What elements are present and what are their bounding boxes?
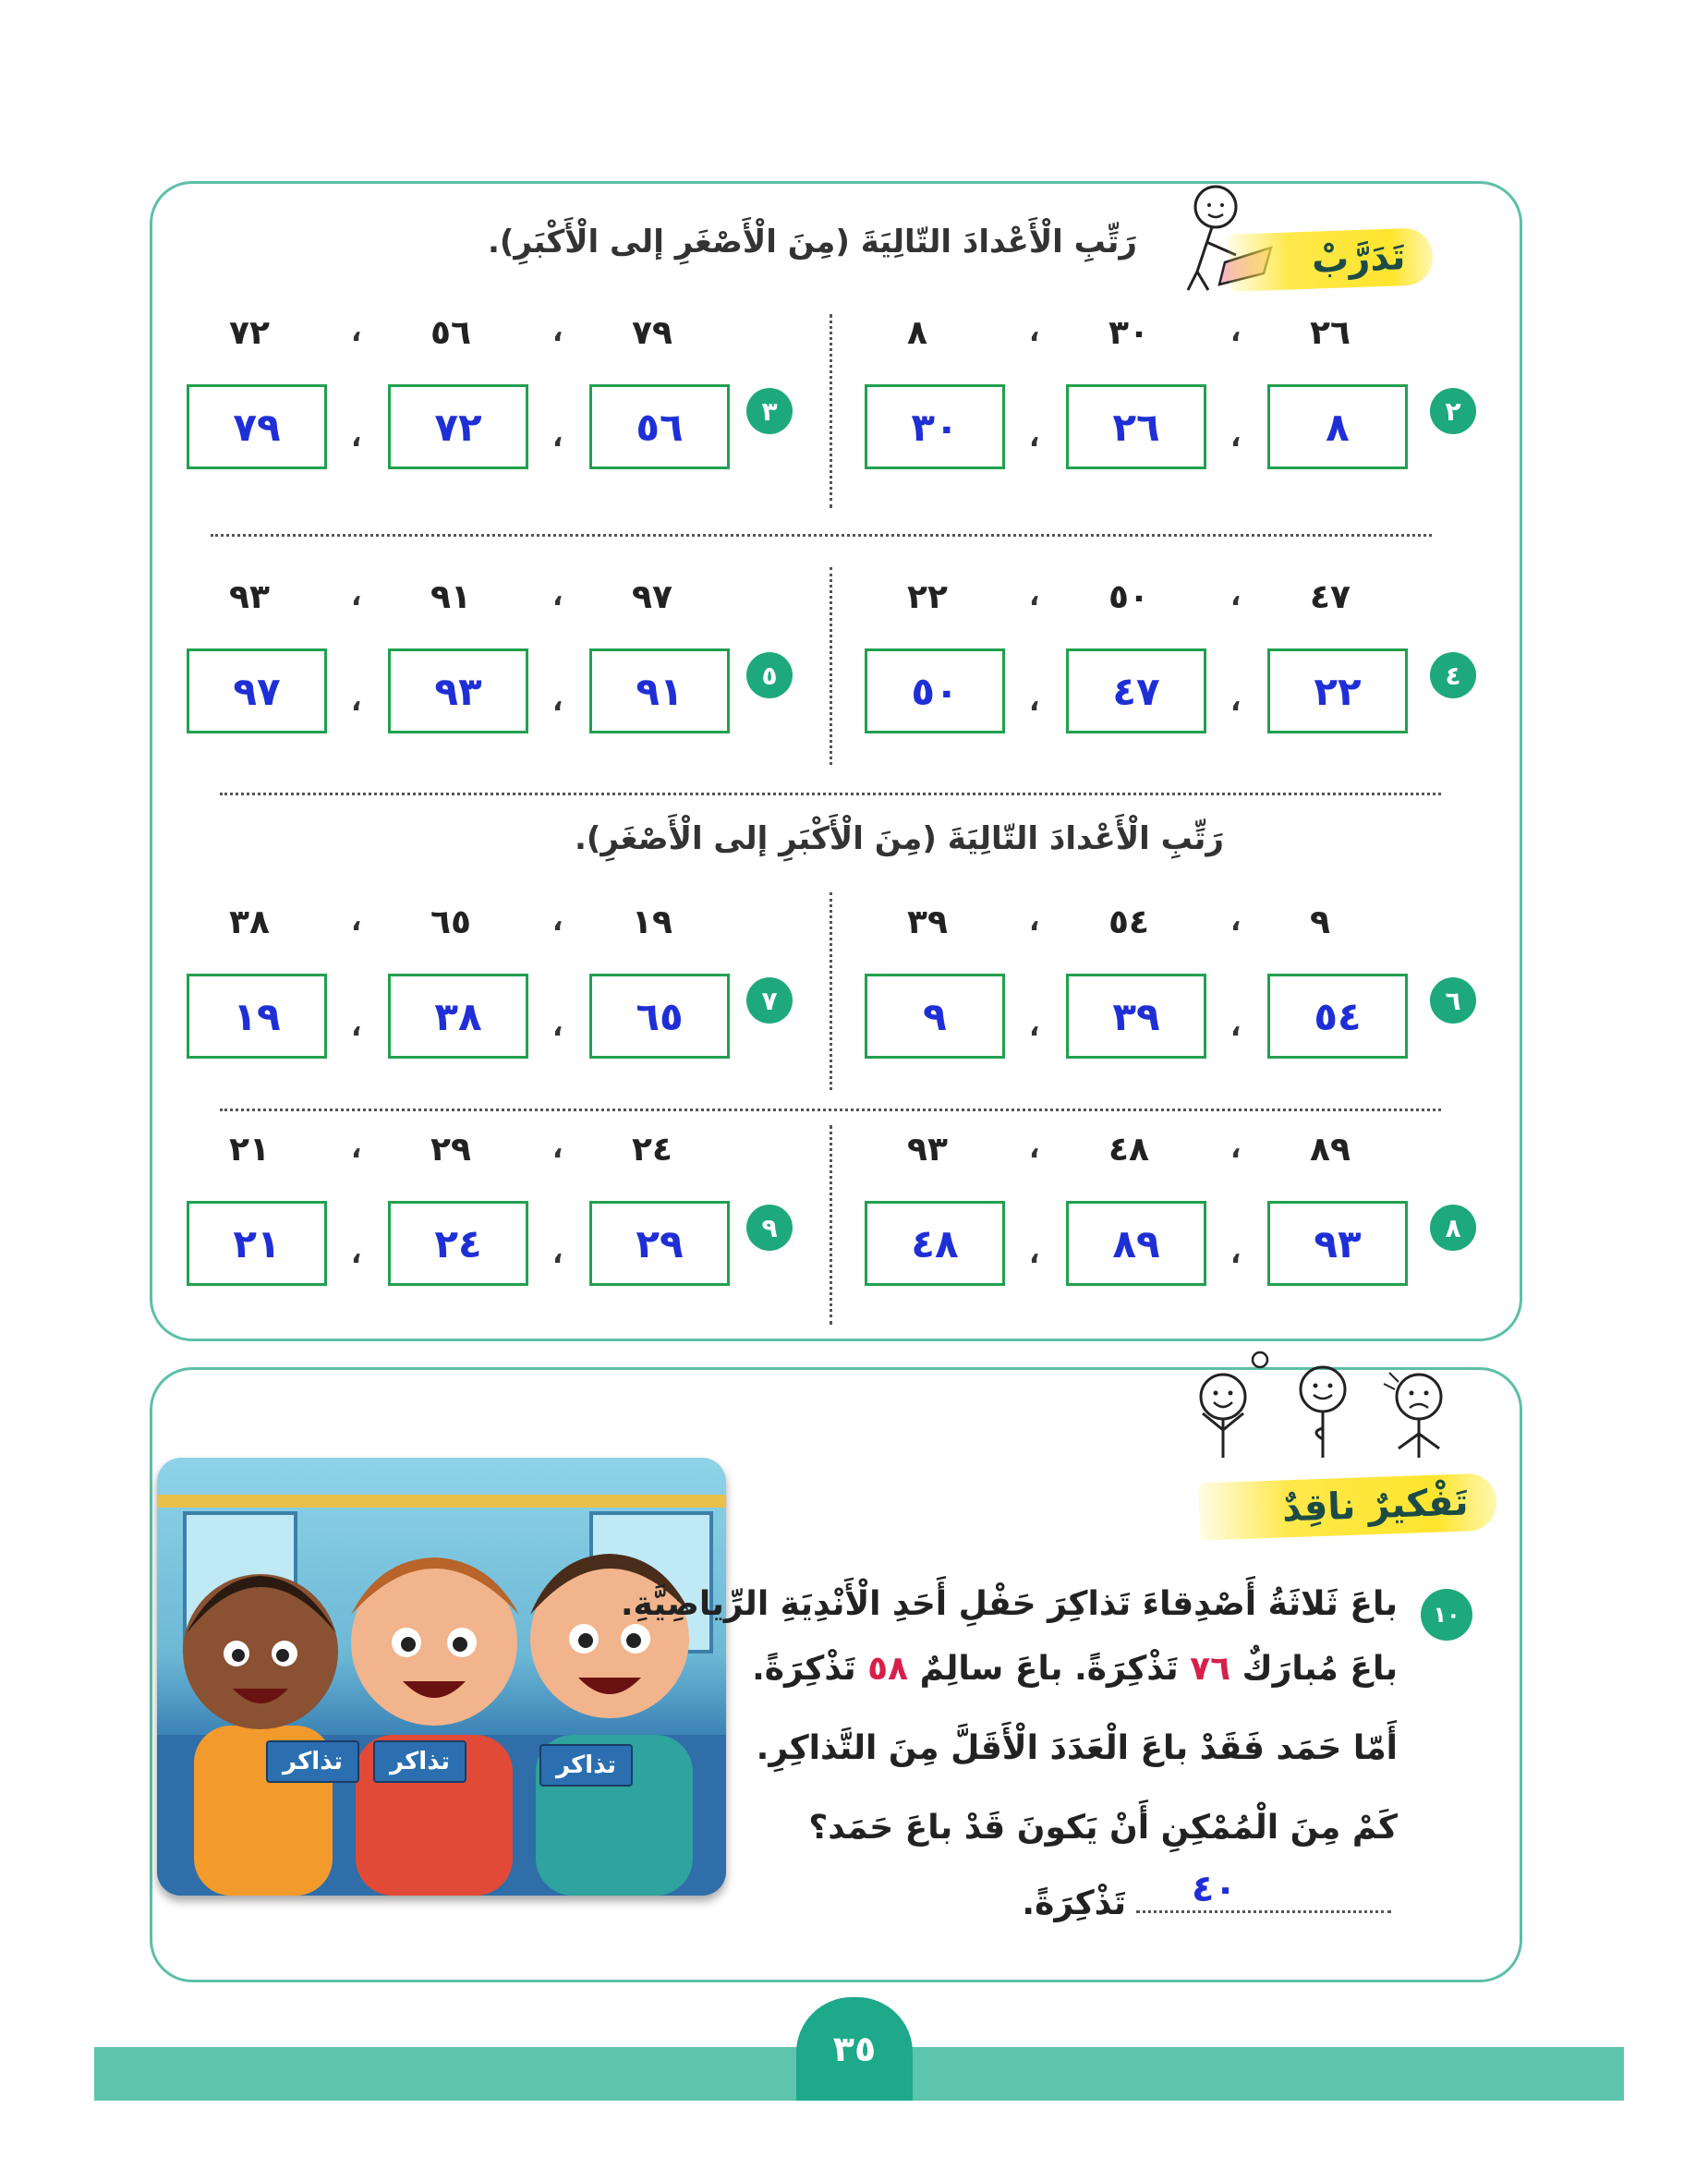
comma-separator: ، (1029, 1238, 1040, 1270)
comma-separator: ، (1029, 905, 1040, 938)
vertical-divider (830, 314, 832, 508)
answer-blank[interactable] (1136, 1910, 1391, 1913)
given-number: ٤٧ (1310, 578, 1351, 616)
answer-value: ٤٠ (1192, 1868, 1237, 1910)
comma-separator: ، (1029, 421, 1040, 454)
comma-separator: ، (552, 1238, 563, 1270)
given-number: ٥٠ (1108, 578, 1149, 616)
answer-box[interactable]: ٨٩ (1066, 1201, 1206, 1286)
given-number: ٩ (1310, 903, 1330, 941)
friends-tickets-illustration (157, 1458, 726, 1896)
exercise-number-badge: ٥ (746, 652, 793, 698)
given-number: ٢٩ (430, 1131, 471, 1169)
comma-separator: ، (351, 316, 362, 348)
exercise-number-badge: ٤ (1430, 652, 1476, 698)
answer-box[interactable]: ٩ (865, 974, 1005, 1059)
instruction-ascending: رَتِّبِ الْأَعْدادَ التّالِيَةَ (مِنَ الْأَصْغَرِ إلى الْأَكْبَرِ). (487, 224, 1137, 261)
comma-separator: ، (1230, 905, 1242, 938)
vertical-divider (830, 1125, 832, 1325)
answer-box[interactable]: ١٩ (187, 974, 327, 1059)
given-number: ٢٤ (632, 1131, 672, 1169)
comma-separator: ، (1029, 685, 1040, 718)
answer-box[interactable]: ٣٩ (1066, 974, 1206, 1059)
problem-line-2-b: تَذْكِرَةً. باعَ سالِمٌ (908, 1650, 1191, 1688)
given-number: ٣٨ (229, 903, 270, 941)
given-number: ٩٣ (229, 578, 270, 616)
problem-line-1: باعَ ثَلاثَةُ أَصْدِقاءَ تَذاكِرَ حَفْلِ أَحَدِ الْأَنْدِيَةِ الرِّياضِيَّةِ. (620, 1585, 1398, 1623)
answer-box[interactable]: ٤٨ (865, 1201, 1005, 1286)
exercise-number-badge: ٨ (1430, 1205, 1476, 1251)
comma-separator: ، (1230, 1011, 1242, 1043)
exercise-number-badge: ٣ (746, 388, 793, 434)
problem-line-4: كَمْ مِنَ الْمُمْكِنِ أَنْ يَكونَ قَدْ باعَ حَمَد؟ (808, 1809, 1398, 1847)
problem-line-2-c: تَذْكِرَةً. (752, 1650, 868, 1688)
comma-separator: ، (1230, 421, 1242, 454)
given-number: ٢٢ (907, 578, 948, 616)
exercise-number-badge: ٦ (1430, 977, 1476, 1024)
answer-box[interactable]: ٩٣ (1267, 1201, 1408, 1286)
given-number: ٣٠ (1108, 314, 1149, 352)
given-number: ٨٩ (1310, 1131, 1351, 1169)
comma-separator: ، (552, 316, 563, 348)
answer-box[interactable]: ٣٨ (388, 974, 528, 1059)
comma-separator: ، (552, 1011, 563, 1043)
answer-box[interactable]: ٢٦ (1066, 384, 1206, 469)
comma-separator: ، (1029, 580, 1040, 612)
exercise-number-badge: ٩ (746, 1205, 793, 1251)
horizontal-divider (211, 534, 1432, 537)
comma-separator: ، (351, 905, 362, 938)
answer-box[interactable]: ٢٢ (1267, 648, 1408, 733)
mubarak-tickets: ٧٦ (1190, 1650, 1231, 1688)
given-number: ٩٧ (632, 578, 672, 616)
answer-box[interactable]: ٥٤ (1267, 974, 1408, 1059)
problem-line-2-a: باعَ مُبارَكٌ (1230, 1650, 1398, 1688)
answer-unit: تَذْكِرَةً. (1022, 1884, 1126, 1922)
ticket-card: تذاكر (539, 1744, 633, 1787)
given-number: ٧٩ (632, 314, 672, 352)
comma-separator: ، (1230, 685, 1242, 718)
salem-tickets: ٥٨ (867, 1650, 909, 1688)
given-number: ٨ (907, 314, 927, 352)
comma-separator: ، (1029, 316, 1040, 348)
comma-separator: ، (351, 1011, 362, 1043)
given-number: ٣٩ (907, 903, 948, 941)
comma-separator: ، (1230, 1238, 1242, 1270)
comma-separator: ، (351, 1133, 362, 1165)
answer-box[interactable]: ٢١ (187, 1201, 327, 1286)
exercise-number-badge: ٧ (746, 977, 793, 1024)
problem-line-2 (752, 1650, 1398, 1688)
comma-separator: ، (552, 1133, 563, 1165)
given-number: ٩١ (430, 578, 471, 616)
thinking-faces-icon (1184, 1345, 1461, 1465)
vertical-divider (830, 892, 832, 1090)
instruction-descending: رَتِّبِ الْأَعْدادَ التّالِيَةَ (مِنَ الْأَكْبَرِ إلى الْأَصْغَرِ). (574, 820, 1224, 857)
comma-separator: ، (552, 685, 563, 718)
given-number: ٤٨ (1108, 1131, 1149, 1169)
comma-separator: ، (1230, 580, 1242, 612)
answer-box[interactable]: ٥٦ (589, 384, 730, 469)
comma-separator: ، (351, 580, 362, 612)
comma-separator: ، (351, 421, 362, 454)
comma-separator: ، (552, 421, 563, 454)
comma-separator: ، (1230, 316, 1242, 348)
comma-separator: ، (552, 580, 563, 612)
answer-box[interactable]: ٩٣ (388, 648, 528, 733)
answer-box[interactable]: ٦٥ (589, 974, 730, 1059)
horizontal-divider (220, 1109, 1441, 1111)
answer-box[interactable]: ٢٤ (388, 1201, 528, 1286)
section-tag-practice: تَدَرَّبْ (1228, 227, 1434, 292)
given-number: ١٩ (632, 903, 672, 941)
answer-box[interactable]: ٢٩ (589, 1201, 730, 1286)
comma-separator: ، (351, 685, 362, 718)
answer-box[interactable]: ٧٩ (187, 384, 327, 469)
given-number: ٧٢ (229, 314, 270, 352)
given-number: ٥٦ (430, 314, 471, 352)
exercise-number-badge: ٢ (1430, 388, 1476, 434)
page-number: ٣٥ (796, 1997, 913, 2101)
comma-separator: ، (552, 905, 563, 938)
answer-box[interactable]: ٥٠ (865, 648, 1005, 733)
answer-box[interactable]: ٩١ (589, 648, 730, 733)
given-number: ٩٣ (907, 1131, 948, 1169)
comma-separator: ، (1029, 1011, 1040, 1043)
horizontal-divider (220, 793, 1441, 795)
given-number: ٦٥ (430, 903, 471, 941)
answer-box[interactable]: ٨ (1267, 384, 1408, 469)
answer-box[interactable]: ٤٧ (1066, 648, 1206, 733)
ticket-card: تذاكر (266, 1740, 359, 1783)
section-tag-critical-thinking: تَفْكيرٌ ناقِدٌ (1198, 1472, 1497, 1540)
vertical-divider (830, 567, 832, 765)
given-number: ٢٦ (1310, 314, 1351, 352)
answer-box[interactable]: ٩٧ (187, 648, 327, 733)
problem-number-badge: ١٠ (1421, 1589, 1472, 1641)
answer-box[interactable]: ٣٠ (865, 384, 1005, 469)
comma-separator: ، (351, 1238, 362, 1270)
problem-line-3: أَمّا حَمَد فَقَدْ باعَ الْعَدَدَ الْأَقَلَّ مِنَ التَّذاكِرِ. (756, 1729, 1398, 1767)
given-number: ٢١ (229, 1131, 270, 1169)
given-number: ٥٤ (1108, 903, 1149, 941)
comma-separator: ، (1029, 1133, 1040, 1165)
answer-box[interactable]: ٧٢ (388, 384, 528, 469)
comma-separator: ، (1230, 1133, 1242, 1165)
ticket-card: تذاكر (373, 1740, 466, 1783)
